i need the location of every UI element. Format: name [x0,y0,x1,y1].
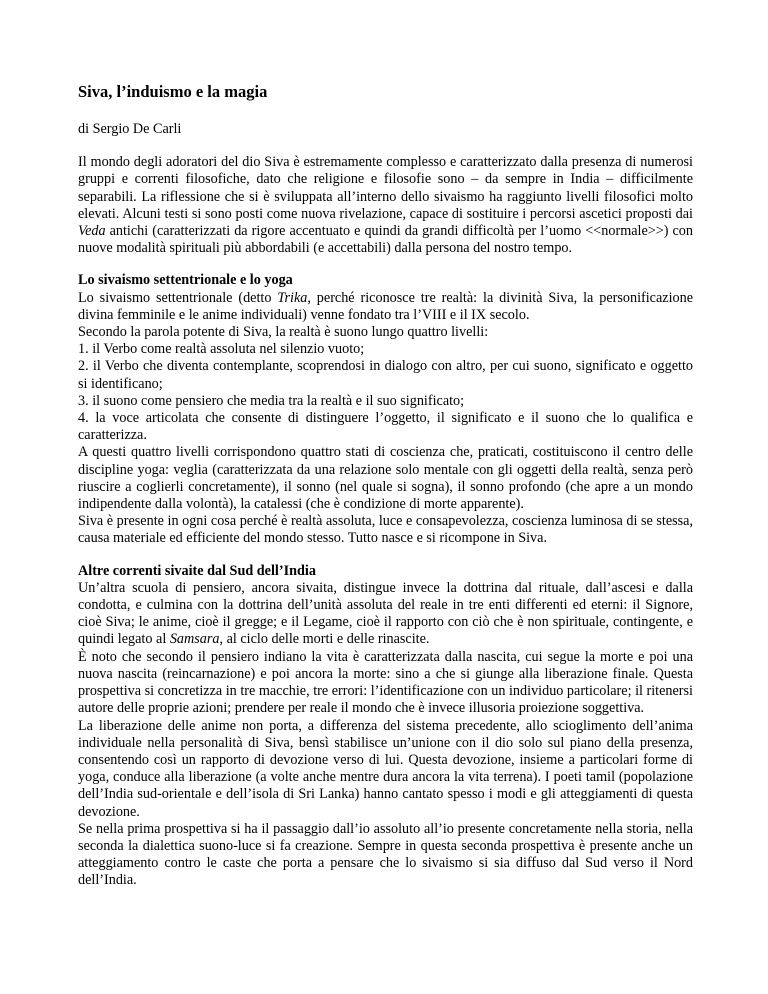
list-item: 3. il suono come pensiero che media tra la realtà e il suo significato; [78,392,465,409]
paragraph: Siva è presente in ogni cosa perché è realtà assoluta, luce e consapevolezza, coscienza luminosa di se stessa, causa materiale ed efficiente del mondo stesso. Tutto nasce e si ricompone in Siva. [78,513,693,547]
paragraph: La liberazione delle anime non porta, a differenza del sistema precedente, allo scioglimento dell’anima individuale nella personalità di Siva, bensì stabilisce un’unione con il dio solo sul piano della presenza, consentendo così un rapporto di devozione verso di lui. Questa devozione, insieme a particolari forme di yoga, conduce alla liberazione (a volte anche mentre dura ancora la vita terrena). I poeti tamil (popolazione dell’India sud-orientale e dell’isola di Sri Lanka) hanno cantato spesso i modi e gli atteggiamenti di questa devozione. [78,717,693,820]
document-title: Siva, l’induismo e la magia [78,82,268,101]
list-item: 1. il Verbo come realtà assoluta nel silenzio vuoto; [78,341,365,358]
paragraph: È noto che secondo il pensiero indiano la vita è caratterizzata dalla nascita, cui segue la morte e poi una nuova nascita (reincarnazione) e poi ancora la morte: sino a che si giunge alla liberazione finale. Questa prospettiva si concretizza in tre macchie, tre errori: l’identificazione con un individuo particolare; il ritenersi autore delle proprie azioni; prendere per reale il mondo che è invece illusoria proiezione soggettiva. [78,648,693,717]
author-byline: di Sergio De Carli [78,121,182,137]
section-heading: Altre correnti sivaite dal Sud dell’India [78,562,316,579]
paragraph: A questi quattro livelli corrispondono quattro stati di coscienza che, praticati, costituiscono il centro delle discipline yoga: veglia (caratterizzata da una relazione solo mentale con gli oggetti della realtà, senza però riuscire a coglierli concretamente), il sonno (nel quale si sogna), il sonno profondo (che apre a un mondo indipendente dalla volontà), la catalessi (che è condizione di morte apparente). [78,444,693,513]
trika-term: Trika [277,289,308,306]
paragraph: Un’altra scuola di pensiero, ancora sivaita, distingue invece la dottrina dal rituale, dall’ascesi e dalla condotta, e culmina con la dottrina dell’unità assoluta del reale in tre enti differenti ed eterni: il Signore, cioè Siva; le anime, cioè il gregge; e il Legame, cioè il rapporto con ciò che è non spirituale, contingente, e quindi legato al Samsara, al ciclo delle morti e delle rinascite. [78,579,693,648]
paragraph: Se nella prima prospettiva si ha il passaggio dall’io assoluto all’io presente concretamente nella storia, nella seconda la dialettica suono-luce si fa creazione. Sempre in questa seconda prospettiva è presente anche un atteggiamento contro le caste che porta a pensare che lo sivaismo si sia diffuso dal Sud verso il Nord dell’India. [78,820,693,889]
section-heading: Lo sivaismo settentrionale e lo yoga [78,272,293,289]
paragraph: Lo sivaismo settentrionale (detto Trika, perché riconosce tre realtà: la divinità Siva, la personificazione divina femminile e le anime individuali) venne fondato tra l’VIII e il IX secolo. [78,289,693,323]
list-item: 4. la voce articolata che consente di distinguere l’oggetto, il significato e il suono che lo qualifica e caratterizza. [78,410,693,444]
document-page [78,82,693,905]
intro-paragraph: Il mondo degli adoratori del dio Siva è estremamente complesso e caratterizzato dalla presenza di numerosi gruppi e correnti filosofiche, dato che religione e filosofie sono – da sempre in India – difficilmente separabili. La riflessione che si è sviluppata all’interno dello sivaismo ha raggiunto livelli filosofici molto elevati. Alcuni testi si sono posti come nuova rivelazione, capace di sostituire i percorsi ascetici proposti dai Veda antichi (caratterizzati da rigore accentuato e quindi da grandi difficoltà per l’uomo <<normale>>) con nuove modalità spirituali più abbordabili (e accettabili) dalla persona del nostro tempo. [78,154,693,257]
samsara-term: Samsara [169,631,220,648]
veda-term: Veda [78,223,106,240]
section-southern-currents [78,563,693,890]
section-northern-sivaism [78,272,693,547]
paragraph: Secondo la parola potente di Siva, la realtà è suono lungo quattro livelli: [78,324,489,341]
list-item: 2. il Verbo che diventa contemplante, scoprendosi in dialogo con altro, per cui suono, significato e oggetto si identificano; [78,358,693,392]
